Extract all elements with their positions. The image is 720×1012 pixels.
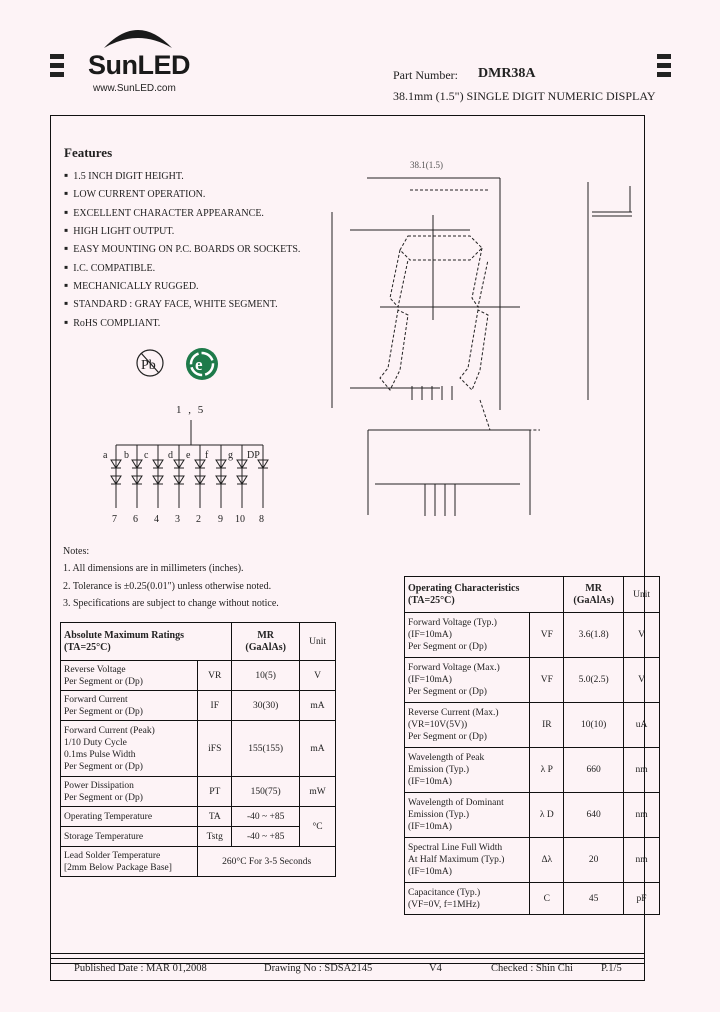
feature-item: ▪ STANDARD : GRAY FACE, WHITE SEGMENT.	[64, 296, 278, 311]
common-pins-label: 1 , 5	[176, 404, 206, 416]
notes-title: Notes:	[63, 546, 90, 557]
table-row: Spectral Line Full Width At Half Maximum (Typ.) (IF=10mA) Δλ 20 nm	[405, 838, 660, 883]
feature-item: ▪ RoHS COMPLIANT.	[64, 315, 160, 330]
feature-item: ▪ HIGH LIGHT OUTPUT.	[64, 223, 174, 238]
table-row: Forward Current (Peak) 1/10 Duty Cycle 0.1ms Pulse Width Per Segment or (Dp) iFS 155(155) mA	[61, 721, 336, 777]
brand-url[interactable]: www.SunLED.com	[93, 83, 176, 94]
absolute-max-ratings-table: Absolute Maximum Ratings (TA=25°C) MR (GaAlAs) Unit Reverse Voltage Per Segment or (Dp) VR 10(5) V Forward Current Per Segment or (Dp) IF 30(30) mA Forward Current (Peak) 1/10 Duty Cycle 0.1ms Pulse Width Per Segment or (Dp) iFS 155(155) mA Power Dissipation Per Segment or (Dp) PT 150(75) mW Operating Temperature TA -40 ~ +85 °C Storage Temperature Tstg -40 ~ +85 Lead Solder Temperature [2mm Below Package Base] 260°C For 3-5 Seconds	[60, 622, 336, 877]
circuit-diagram	[100, 420, 280, 530]
table-row: Wavelength of Dominant Emission (Typ.) (IF=10mA) λ D 640 nm	[405, 793, 660, 838]
part-number: DMR38A	[478, 66, 536, 81]
feature-item: ▪ I.C. COMPATIBLE.	[64, 260, 155, 275]
published-date: Published Date : MAR 01,2008	[74, 963, 207, 974]
operating-characteristics-table: Operating Characteristics (TA=25°C) MR (GaAlAs) Unit Forward Voltage (Typ.) (IF=10mA) Per Segment or (Dp) VF 3.6(1.8) V Forward Voltage (Max.) (IF=10mA) Per Segment or (Dp) VF 5.0(2.5) V Reverse Current (Max.) (VR=10V(5V)) Per Segment or (Dp) IR 10(10) uA Wavelength of Peak Emission (Typ.) (IF=10mA) λ P 660 nm Wavelength of Dominant Emission (Typ.) (IF=10mA) λ D 640 nm Spectral Line Full Width At Half Maximum (Typ.) (IF=10mA) Δλ 20 nm Capacitance (Typ.) (VF=0V, f=1MHz) C 45 pF	[404, 576, 660, 915]
feature-item: ▪ MECHANICALLY RUGGED.	[64, 278, 199, 293]
table-row: Lead Solder Temperature [2mm Below Package Base] 260°C For 3-5 Seconds	[61, 847, 336, 877]
svg-text:10: 10	[235, 514, 245, 525]
table-row: Forward Voltage (Typ.) (IF=10mA) Per Segment or (Dp) VF 3.6(1.8) V	[405, 613, 660, 658]
left-margin-marks	[50, 54, 64, 81]
svg-text:3: 3	[175, 514, 180, 525]
footer-divider	[50, 953, 645, 954]
svg-text:e: e	[195, 355, 203, 374]
svg-text:b: b	[124, 450, 129, 461]
pb-free-icon	[135, 348, 165, 378]
rohs-e-icon	[184, 346, 220, 382]
logo-arc-icon	[100, 22, 176, 50]
feature-item: ▪ EASY MOUNTING ON P.C. BOARDS OR SOCKETS.	[64, 241, 300, 256]
table-row: Power Dissipation Per Segment or (Dp) PT 150(75) mW	[61, 777, 336, 807]
table-row: Wavelength of Peak Emission (Typ.) (IF=10mA) λ P 660 nm	[405, 748, 660, 793]
feature-item: ▪ LOW CURRENT OPERATION.	[64, 186, 205, 201]
svg-text:DP: DP	[247, 450, 260, 461]
svg-text:2: 2	[196, 514, 201, 525]
svg-text:4: 4	[154, 514, 159, 525]
table-row: Reverse Voltage Per Segment or (Dp) VR 10(5) V	[61, 661, 336, 691]
part-number-label: Part Number:	[393, 68, 458, 82]
note-item: 1. All dimensions are in millimeters (inches).	[63, 563, 244, 574]
svg-text:38.1(1.5): 38.1(1.5)	[410, 160, 443, 170]
svg-text:f: f	[205, 450, 209, 461]
brand-logo: SunLED	[88, 50, 190, 80]
right-margin-marks	[657, 54, 671, 81]
table-row: Forward Current Per Segment or (Dp) IF 30(30) mA	[61, 691, 336, 721]
page-number: P.1/5	[601, 963, 622, 974]
svg-text:e: e	[186, 450, 191, 461]
svg-text:6: 6	[133, 514, 138, 525]
svg-text:7: 7	[112, 514, 117, 525]
svg-text:8: 8	[259, 514, 264, 525]
feature-item: ▪ EXCELLENT CHARACTER APPEARANCE.	[64, 205, 264, 220]
table-row: Capacitance (Typ.) (VF=0V, f=1MHz) C 45 pF	[405, 883, 660, 915]
table-row: Reverse Current (Max.) (VR=10V(5V)) Per Segment or (Dp) IR 10(10) uA	[405, 703, 660, 748]
features-title: Features	[64, 145, 113, 160]
table-row: Forward Voltage (Max.) (IF=10mA) Per Segment or (Dp) VF 5.0(2.5) V	[405, 658, 660, 703]
dimension-drawing	[320, 150, 650, 530]
svg-text:c: c	[144, 450, 149, 461]
feature-item: ▪ 1.5 INCH DIGIT HEIGHT.	[64, 168, 184, 183]
svg-text:a: a	[103, 450, 108, 461]
table-row: Operating Temperature TA -40 ~ +85 °C	[61, 807, 336, 827]
version: V4	[429, 963, 442, 974]
svg-text:d: d	[168, 450, 173, 461]
drawing-number: Drawing No : SDSA2145	[264, 963, 373, 974]
checked-by: Checked : Shin Chi	[491, 963, 573, 974]
note-item: 3. Specifications are subject to change without notice.	[63, 598, 279, 609]
note-item: 2. Tolerance is ±0.25(0.01") unless otherwise noted.	[63, 581, 272, 592]
svg-text:9: 9	[218, 514, 223, 525]
footer	[50, 958, 645, 981]
svg-text:g: g	[228, 450, 233, 461]
table-row: Storage Temperature Tstg -40 ~ +85	[61, 827, 336, 847]
product-subtitle: 38.1mm (1.5") SINGLE DIGIT NUMERIC DISPLAY	[393, 89, 656, 103]
svg-text:Pb: Pb	[141, 358, 156, 373]
